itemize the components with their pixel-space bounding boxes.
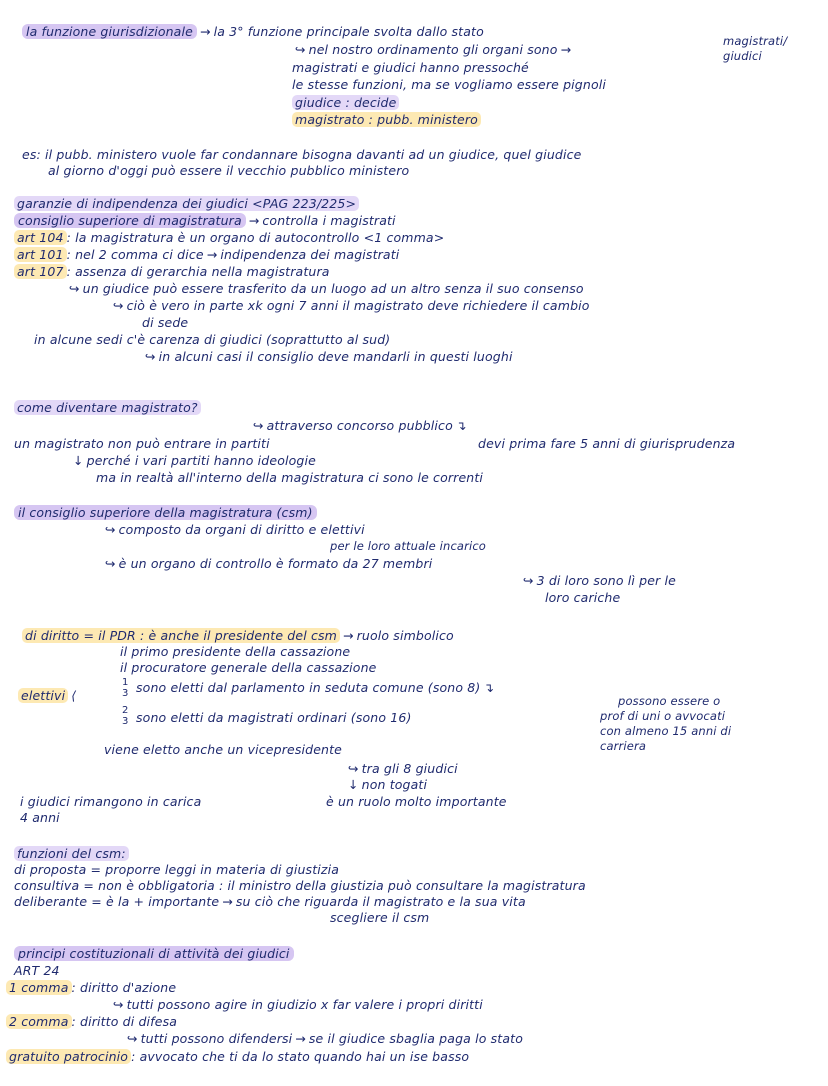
eligible-side-1: possono essere o — [618, 694, 721, 708]
art101-result: indipendenza dei magistrati — [220, 247, 400, 262]
art101-line — [14, 247, 399, 262]
eligible-side-2: prof di uni o avvocati — [600, 709, 726, 723]
comma1-detail-line — [110, 997, 483, 1012]
vp-non-togati-line — [345, 777, 427, 792]
arrow-hook-icon: ↪ — [105, 556, 116, 571]
comma1-label: 1 comma — [6, 980, 72, 995]
csm-label: consiglio superiore di magistratura — [14, 213, 246, 228]
function-line-1 — [22, 24, 484, 39]
art107-label: art 107 — [14, 264, 67, 279]
elected-magistrates: sono eletti da magistrati ordinari (sono 16) — [136, 710, 412, 725]
example-line-2: al giorno d'oggi può essere il vecchio pubblico ministero — [48, 163, 410, 178]
vp-importance: è un ruolo molto importante — [326, 794, 507, 809]
competition-line — [250, 418, 470, 433]
currents-line: ma in realtà all'interno della magistratura ci sono le correnti — [96, 470, 484, 485]
transfer-detail-line — [110, 298, 590, 313]
csm-heading: il consiglio superiore della magistratura (csm) — [14, 505, 317, 520]
csm-three-cont: loro cariche — [545, 590, 621, 605]
function-line-2 — [292, 42, 574, 57]
term-line: i giudici rimangono in carica — [20, 794, 202, 809]
functions-heading: funzioni del csm: — [14, 846, 129, 861]
arrow-hook-icon: ↪ — [105, 522, 116, 537]
comma2-detail: tutti possono difendersi — [140, 1031, 293, 1046]
art107-line — [14, 264, 330, 279]
guarantees-heading: garanzie di indipendenza dei giudici <PAG 223/225> — [14, 196, 359, 211]
principles-heading: principi costituzionali di attività dei giudici — [14, 946, 294, 961]
arrow-hook-icon: ↪ — [69, 281, 80, 296]
no-parties-line: un magistrato non può entrare in partiti — [14, 436, 270, 451]
diritto-line — [22, 628, 454, 643]
cassation-prosecutor: il procuratore generale della cassazione — [120, 660, 377, 675]
arrow-right-icon: → — [222, 894, 233, 909]
fraction-two-thirds-den: 3 — [122, 716, 129, 727]
arrow-hook-icon: ↪ — [145, 349, 156, 364]
arrow-right-icon: → — [248, 213, 260, 228]
eligible-side-3: con almeno 15 anni di — [600, 724, 732, 738]
comma1-line — [6, 980, 176, 995]
fraction-one-third-den: 3 — [122, 688, 129, 699]
organs-side-1: magistrati/ — [723, 34, 788, 48]
shortage-detail: in alcuni casi il consiglio deve mandarli in questi luoghi — [158, 349, 513, 364]
transfer-detail: ciò è vero in parte xk ogni 7 anni il magistrato deve richiedere il cambio — [126, 298, 590, 313]
comma2-title: : diritto di difesa — [71, 1014, 178, 1029]
comma2-consequence: se il giudice sbaglia paga lo stato — [308, 1031, 524, 1046]
arrow-hook-icon: ↪ — [113, 298, 124, 313]
function-line-4: le stesse funzioni, ma se vogliamo essere pignoli — [292, 77, 606, 92]
how-become-line — [14, 400, 201, 415]
comma2-line — [6, 1014, 177, 1029]
principles-heading-line — [14, 946, 294, 961]
arrow-branch-icon: ⟨ — [71, 688, 77, 703]
magistrato-definition: magistrato : pubb. ministero — [292, 112, 481, 127]
arrow-down-icon: ↴ — [483, 680, 495, 695]
csm-role: controlla i magistrati — [262, 213, 396, 228]
giudice-line — [292, 95, 399, 110]
arrow-right-icon: → — [199, 24, 211, 39]
arrow-right-icon: → — [206, 247, 218, 262]
diritto-text: di diritto = il PDR : è anche il presidente del csm — [22, 628, 340, 643]
csm-line — [14, 213, 396, 228]
how-become-question: come diventare magistrato? — [14, 400, 201, 415]
arrow-hook-icon: ↪ — [295, 42, 306, 57]
shortage-detail-line — [142, 349, 513, 364]
csm-control-line — [102, 556, 432, 571]
functions-heading-line — [14, 846, 129, 861]
arrow-right-icon: → — [560, 42, 572, 57]
shortage-line: in alcune sedi c'è carenza di giudici (soprattutto al sud) — [34, 332, 391, 347]
competition-text: attraverso concorso pubblico — [266, 418, 453, 433]
arrow-hook-icon: ↪ — [348, 761, 359, 776]
arrow-right-icon: → — [295, 1031, 306, 1046]
section-heading-funzione: la funzione giurisdizionale — [22, 24, 197, 39]
fraction-two-thirds-num: 2 — [122, 705, 129, 716]
deliberative-cont: scegliere il csm — [330, 910, 430, 925]
ideology-line — [70, 453, 316, 468]
csm-composition-line — [102, 522, 365, 537]
vp-non-togati: non togati — [361, 777, 428, 792]
art107-text: : assenza di gerarchia nella magistratura — [66, 264, 330, 279]
consultative-line: consultiva = non è obbligatoria : il ministro della giustizia può consultare la magistratura — [14, 878, 586, 893]
eligible-side-4: carriera — [600, 739, 647, 753]
function-definition: la 3° funzione principale svolta dallo stato — [213, 24, 484, 39]
proposal-line: di proposta = proporre leggi in materia di giustizia — [14, 862, 340, 877]
patrocinio-label: gratuito patrocinio — [6, 1049, 131, 1064]
term-years: 4 anni — [20, 810, 60, 825]
art101-text: : nel 2 comma ci dice — [66, 247, 204, 262]
giudice-definition: giudice : decide — [292, 95, 399, 110]
arrow-hook-icon: ↪ — [113, 997, 124, 1012]
deliberative-text: deliberante = è la + importante — [14, 894, 220, 909]
organs-side-2: giudici — [723, 49, 762, 63]
csm-three: 3 di loro sono lì per le — [536, 573, 676, 588]
guarantees-line — [14, 196, 359, 211]
patrocinio-line — [6, 1049, 469, 1064]
comma1-title: : diritto d'azione — [71, 980, 177, 995]
csm-composition: composto da organi di diritto e elettivi — [118, 522, 365, 537]
arrow-right-icon: → — [342, 628, 354, 643]
function-line-3: magistrati e giudici hanno pressoché — [292, 60, 529, 75]
csm-control: è un organo di controllo è formato da 27 membri — [118, 556, 433, 571]
transfer-line — [66, 281, 584, 296]
comma1-detail: tutti possono agire in giudizio x far valere i propri diritti — [126, 997, 483, 1012]
comma2-label: 2 comma — [6, 1014, 72, 1029]
transfer-detail-cont: di sede — [142, 315, 189, 330]
csm-three-line — [520, 573, 676, 588]
study-requirement: devi prima fare 5 anni di giurisprudenza — [478, 436, 736, 451]
diritto-role: ruolo simbolico — [356, 628, 454, 643]
art101-label: art 101 — [14, 247, 67, 262]
patrocinio-text: : avvocato che ti da lo stato quando hai un ise basso — [131, 1049, 470, 1064]
cassation-president: il primo presidente della cassazione — [120, 644, 351, 659]
vicepresident-line: viene eletto anche un vicepresidente — [104, 742, 343, 757]
elected-parliament — [136, 680, 497, 695]
vp-among: tra gli 8 giudici — [361, 761, 458, 776]
art104-label: art 104 — [14, 230, 67, 245]
art104-text: : la magistratura è un organo di autocontrollo <1 comma> — [66, 230, 445, 245]
elected-parliament-text: sono eletti dal parlamento in seduta comune (sono 8) — [136, 680, 481, 695]
magistrato-line — [292, 112, 481, 127]
art104-line — [14, 230, 444, 245]
ideology-text: perché i vari partiti hanno ideologie — [86, 453, 316, 468]
csm-role-note: per le loro attuale incarico — [330, 539, 486, 553]
deliberative-line — [14, 894, 526, 909]
csm-heading-line — [14, 505, 317, 520]
deliberative-scope: su ciò che riguarda il magistrato e la sua vita — [235, 894, 526, 909]
transfer-text: un giudice può essere trasferito da un luogo ad un altro senza il suo consenso — [82, 281, 584, 296]
arrow-hook-icon: ↪ — [523, 573, 534, 588]
arrow-small-icon: ↓ — [73, 453, 84, 468]
organs-text: nel nostro ordinamento gli organi sono — [308, 42, 558, 57]
elettivi-label: elettivi — [18, 688, 68, 703]
arrow-hook-icon: ↪ — [253, 418, 264, 433]
arrow-down-icon: ↴ — [455, 418, 467, 433]
elettivi-label-line — [18, 688, 79, 703]
arrow-hook-icon: ↪ — [127, 1031, 138, 1046]
art24-line: ART 24 — [14, 963, 60, 978]
vp-among-line — [345, 761, 458, 776]
fraction-one-third-num: 1 — [122, 677, 129, 688]
comma2-detail-line — [124, 1031, 523, 1046]
example-line-1: es: il pubb. ministero vuole far condannare bisogna davanti ad un giudice, quel giudice — [22, 147, 582, 162]
arrow-down-icon: ↓ — [348, 777, 359, 792]
